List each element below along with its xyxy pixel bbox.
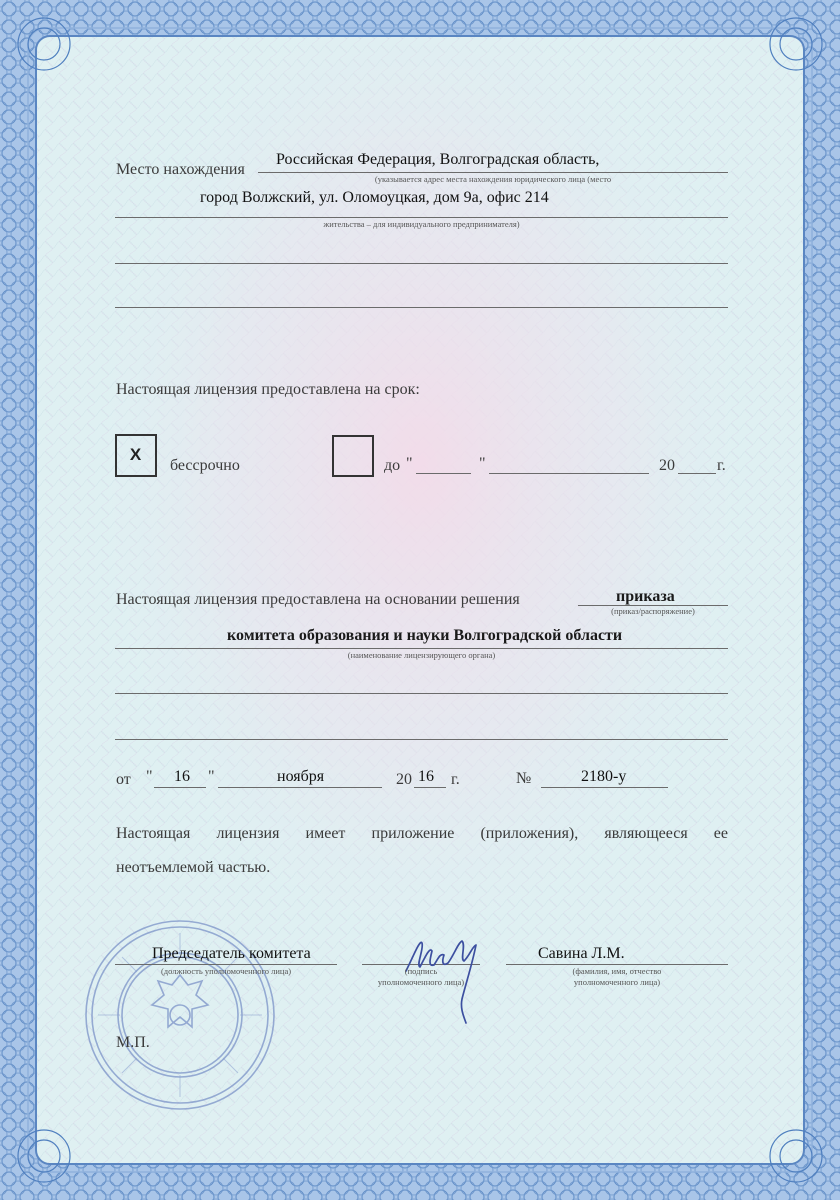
year-prefix: 20: [396, 771, 412, 788]
day-underline: [416, 473, 471, 474]
appendix-line-1: Настоящая лицензия имеет приложение (приложения), являющееся ее: [116, 825, 728, 842]
term-label: Настоящая лицензия предоставлена на срок:: [116, 381, 420, 398]
number-label: №: [516, 770, 532, 787]
authority: комитета образования и науки Волгоградской области: [227, 627, 623, 644]
until-checkbox: [332, 435, 374, 477]
decision-number: 2180-у: [581, 768, 627, 785]
decision-month: ноября: [277, 768, 325, 785]
authority-underline: [115, 648, 728, 649]
decision-year: 16: [418, 768, 434, 785]
stamp-place-label: М.П.: [116, 1034, 150, 1051]
location-caption-2: жительства – для индивидуального предпринимателя): [323, 219, 520, 229]
position-underline: [115, 964, 337, 965]
decision-day: 16: [174, 768, 190, 785]
unlimited-checkbox: [115, 434, 157, 477]
quote-close: ": [479, 455, 486, 472]
blank-line: [115, 307, 728, 308]
month-underline: [489, 473, 649, 474]
position-caption: (должность уполномоченного лица): [160, 966, 292, 976]
name-caption-2: уполномоченного лица): [573, 977, 661, 987]
year-suffix: г.: [717, 457, 726, 474]
location-underline-2: [115, 217, 728, 218]
year-suffix: г.: [451, 771, 460, 788]
location-line-2: город Волжский, ул. Оломоуцкая, дом 9а, офис 214: [200, 189, 549, 206]
number-underline: [541, 787, 668, 788]
appendix-line-2: неотъемлемой частью.: [116, 859, 271, 876]
blank-line: [115, 739, 728, 740]
location-caption-1: (указывается адрес места нахождения юридического лица (место: [374, 174, 612, 184]
signature-caption-2: уполномоченного лица): [377, 977, 465, 987]
blank-line: [115, 263, 728, 264]
day-underline: [154, 787, 206, 788]
unlimited-label: бессрочно: [170, 457, 240, 474]
location-underline-1: [258, 172, 728, 173]
name-caption-1: (фамилия, имя, отчество: [572, 966, 662, 976]
quote-close: ": [208, 768, 215, 785]
doc-type-caption: (приказ/распоряжение): [611, 606, 695, 616]
quote-open: ": [406, 455, 413, 472]
until-label: до: [384, 457, 401, 474]
authority-caption: (наименование лицензирующего органа): [347, 650, 496, 660]
signature-caption-1: (подпись: [404, 966, 438, 976]
doc-type: приказа: [616, 588, 675, 605]
from-label: от: [116, 771, 131, 788]
blank-line: [115, 693, 728, 694]
month-underline: [218, 787, 382, 788]
signer-name: Савина Л.М.: [538, 945, 625, 962]
location-line-1: Российская Федерация, Волгоградская область,: [276, 151, 600, 168]
location-label: Место нахождения: [116, 161, 245, 178]
basis-label: Настоящая лицензия предоставлена на основании решения: [116, 591, 520, 608]
quote-open: ": [146, 768, 153, 785]
year-underline: [414, 787, 446, 788]
year-prefix: 20: [659, 457, 675, 474]
name-underline: [506, 964, 728, 965]
signer-position: Председатель комитета: [152, 945, 311, 962]
checkbox-mark: X: [129, 445, 142, 464]
year-underline: [678, 473, 716, 474]
